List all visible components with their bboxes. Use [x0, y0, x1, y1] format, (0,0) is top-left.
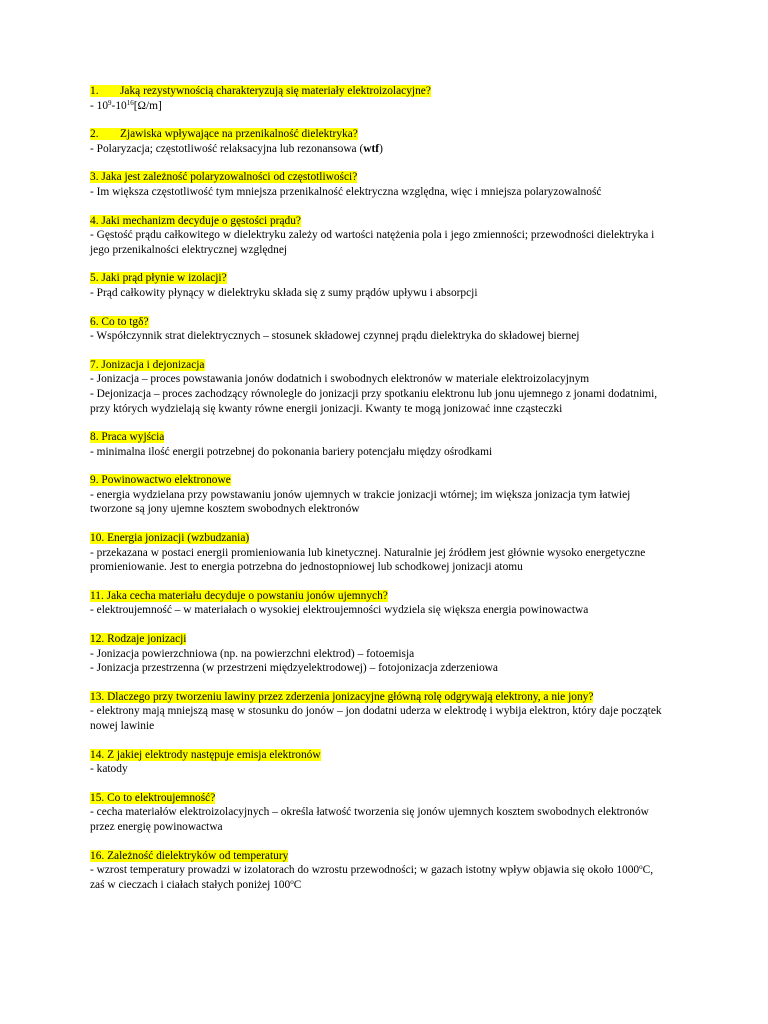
question-block-7 [90, 358, 728, 416]
answer-line: - Jonizacja przestrzenna (w przestrzeni międzyelektrodowej) – fotojonizacja zderzeniowa [90, 662, 498, 675]
answer [90, 603, 728, 618]
question-text: 16. Zależność dielektryków od temperatury [90, 849, 289, 862]
answer [90, 805, 728, 834]
question-block-11 [90, 589, 728, 618]
answer [90, 372, 728, 416]
question-heading [90, 748, 728, 763]
question-heading [90, 589, 728, 604]
answer [90, 445, 728, 460]
question-heading [90, 214, 728, 229]
answer-text: zaś w cieczach i ciałach stałych poniżej 100 [90, 878, 291, 891]
question-block-3 [90, 170, 728, 199]
question-text: Zjawiska wpływające na przenikalność dielektryka? [120, 128, 358, 141]
highlight [90, 85, 431, 97]
question-block-12 [90, 632, 728, 676]
question-block-5 [90, 271, 728, 300]
answer-line: - energia wydzielana przy powstawaniu jonów ujemnych w trakcie jonizacji wtórnej; im większa jonizacja tym łatwiej [90, 488, 631, 501]
answer [90, 286, 728, 301]
answer-text: ) [379, 142, 383, 155]
superscript: 9 [108, 98, 112, 107]
answer [90, 142, 728, 157]
answer-line [90, 863, 728, 878]
question-heading [90, 849, 728, 864]
answer [90, 488, 728, 517]
answer-line: promieniowanie. Jest to energia potrzebna do jednostopniowej lub schodkowej jonizacji atomu [90, 561, 523, 574]
question-text: 8. Praca wyjścia [90, 431, 165, 444]
answer-text: -10 [111, 99, 127, 112]
answer-line: - cecha materiałów elektroizolacyjnych – określa łatwość tworzenia się jonów ujemnych kosztem swobodnych elektronów [90, 806, 649, 819]
answer-line: - Im większa częstotliwość tym mniejsza przenikalność elektryczna względna, więc i mniejsza polaryzowalność [90, 185, 602, 198]
superscript: 16 [126, 98, 134, 107]
superscript: o [290, 877, 294, 886]
answer-line: - minimalna ilość energii potrzebnej do pokonania bariery potencjału między ośrodkami [90, 445, 493, 458]
question-block-10 [90, 531, 728, 575]
answer [90, 99, 728, 114]
answer-line: - elektroujemność – w materiałach o wysokiej elektroujemności wydziela się większa energia powinowactwa [90, 604, 589, 617]
question-block-9 [90, 473, 728, 517]
answer [90, 704, 728, 733]
answer [90, 329, 728, 344]
question-heading [90, 473, 728, 488]
question-text: 10. Energia jonizacji (wzbudzania) [90, 532, 250, 545]
question-text: 11. Jaka cecha materiału decyduje o powstaniu jonów ujemnych? [90, 589, 388, 602]
question-text: 4. Jaki mechanizm decyduje o gęstości prądu? [90, 214, 301, 227]
answer-line: - Dejonizacja – proces zachodzący równolegle do jonizacji przy spotkaniu elektronu lub jonu ujemnego z jonami dodatnimi, [90, 387, 658, 400]
question-heading [90, 84, 728, 99]
question-text: 13. Dlaczego przy tworzeniu lawiny przez zderzenia jonizacyjne główną rolę odgrywają elektrony, a nie jony? [90, 690, 594, 703]
answer-text: - 10 [90, 99, 109, 112]
question-text: 6. Co to tgδ? [90, 315, 149, 328]
answer-text: C [293, 878, 302, 891]
question-heading [90, 170, 728, 185]
question-block-6 [90, 315, 728, 344]
question-block-8 [90, 430, 728, 459]
answer-line: przy których wydzielają się kwanty równe energii jonizacji. Kwanty te mogą jonizować inne cząsteczki [90, 402, 563, 415]
question-number: 2. [90, 128, 99, 141]
question-block-2 [90, 127, 728, 156]
answer [90, 863, 728, 892]
question-heading [90, 127, 728, 142]
question-block-1 [90, 84, 728, 113]
question-text: 3. Jaka jest zależność polaryzowalności od częstotliwości? [90, 171, 358, 184]
bold-text: wtf [363, 142, 380, 155]
answer [90, 762, 728, 777]
question-heading [90, 632, 728, 647]
question-text: 7. Jonizacja i dejonizacja [90, 358, 205, 371]
question-text: 9. Powinowactwo elektronowe [90, 474, 231, 487]
answer [90, 228, 728, 257]
answer-line: - Prąd całkowity płynący w dielektryku składa się z sumy prądów upływu i absorpcji [90, 286, 478, 299]
question-text: 5. Jaki prąd płynie w izolacji? [90, 272, 227, 285]
answer-line: - katody [90, 763, 128, 776]
question-text: Jaką rezystywnością charakteryzują się materiały elektroizolacyjne? [120, 85, 431, 97]
question-block-15 [90, 791, 728, 835]
answer-text: - wzrost temperatury prowadzi w izolatorach do wzrostu przewodności; w gazach istotny wpływ objawia się około 1000 [90, 864, 640, 877]
highlight [90, 128, 358, 140]
answer-line: - Gęstość prądu całkowitego w dielektryku zależy od wartości natężenia pola i jego zmienności; przewodności dielektryka i [90, 229, 655, 242]
superscript: o [639, 863, 643, 872]
question-heading [90, 531, 728, 546]
answer-text: C, [642, 864, 654, 877]
question-heading [90, 271, 728, 286]
answer [90, 185, 728, 200]
question-heading [90, 358, 728, 373]
answer-line [90, 878, 728, 893]
answer-line: - przekazana w postaci energii promieniowania lub kinetycznej. Naturalnie jej źródłem jest głównie wysoko energetyczne [90, 546, 646, 559]
question-number: 1. [90, 85, 99, 97]
question-block-16 [90, 849, 728, 893]
answer-line: nowej lawinie [90, 720, 155, 732]
answer-line: - Jonizacja – proces powstawania jonów dodatnich i swobodnych elektronów w materiale elektroizolacyjnym [90, 373, 590, 386]
question-heading [90, 430, 728, 445]
answer-line: - Jonizacja powierzchniowa (np. na powierzchni elektrod) – fotoemisja [90, 647, 415, 660]
question-text: 15. Co to elektroujemność? [90, 791, 216, 804]
question-block-4 [90, 214, 728, 258]
question-heading [90, 791, 728, 806]
answer-text: [Ω/m] [133, 99, 162, 112]
answer [90, 546, 728, 575]
question-heading [90, 315, 728, 330]
answer-line: przez energię powinowactwa [90, 820, 223, 833]
answer-text: - Polaryzacja; częstotliwość relaksacyjna lub rezonansowa ( [90, 142, 364, 155]
answer-line: tworzone są jony ujemne kosztem swobodnych elektronów [90, 503, 360, 516]
question-block-13 [90, 690, 728, 734]
answer-line: jego przenikalności elektrycznej względnej [90, 243, 288, 256]
answer [90, 647, 728, 676]
question-text: 14. Z jakiej elektrody następuje emisja elektronów [90, 748, 321, 761]
question-heading [90, 690, 728, 705]
question-block-14 [90, 748, 728, 777]
answer-line: - Współczynnik strat dielektrycznych – stosunek składowej czynnej prądu dielektryka do składowej biernej [90, 330, 580, 343]
question-text: 12. Rodzaje jonizacji [90, 633, 187, 646]
answer-line: - elektrony mają mniejszą masę w stosunku do jonów – jon dodatni uderza w elektrodę i wybija elektron, który daje początek [90, 705, 662, 718]
